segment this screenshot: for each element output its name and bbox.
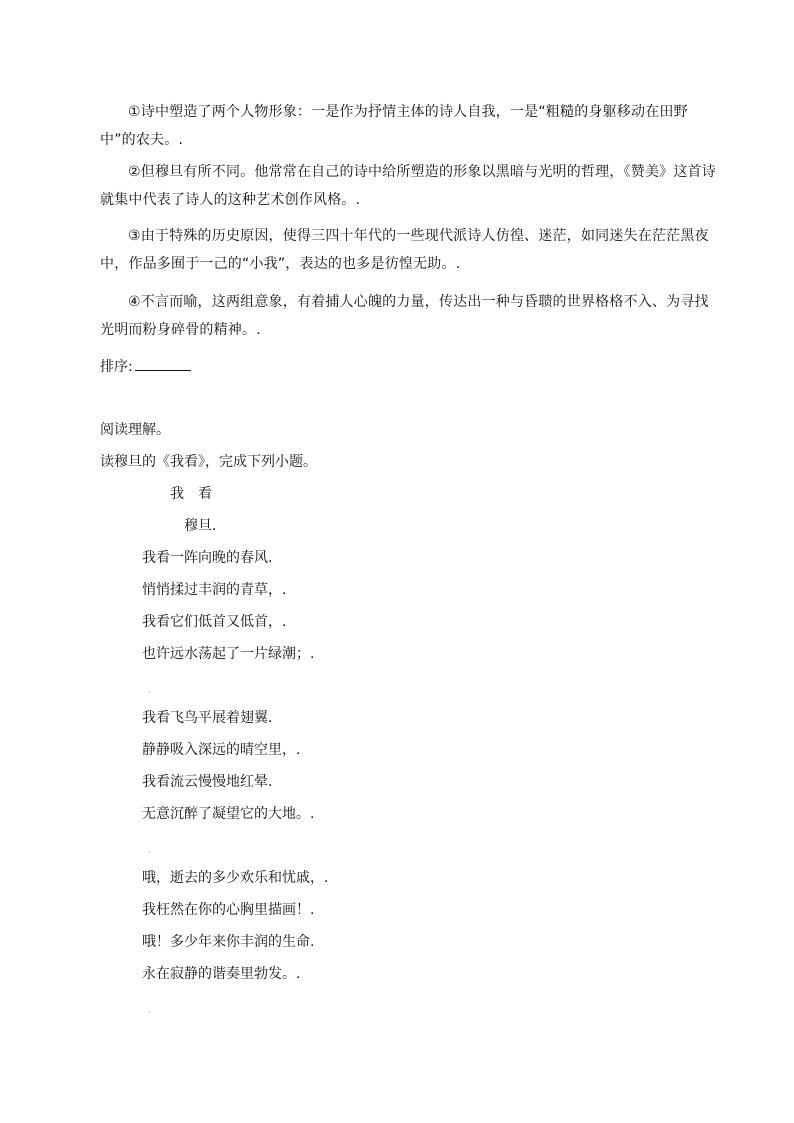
stanza-break-mark: . [148,845,152,856]
poem-line: 我看它们低首又低首，. [142,614,287,630]
poem-line: 我看一阵向晚的春风. [142,550,273,566]
passage-sentence-3: ③由于特殊的历史原因，使得三四十年代的一些现代派诗人仿徨、迷茫，如同迷失在茫茫黑夜中，作品多囿于一己的“小我”，表达的也多是彷惶无助。. [100,228,709,272]
poem-line: 我看流云慢慢地红晕. [142,774,273,790]
passage-sentence-1: ①诗中塑造了两个人物形象：一是作为抒情主体的诗人自我，一是“粗糙的身躯移动在田野中”的农夫。. [100,104,688,148]
reading-instruction: 读穆旦的《我看》，完成下列小题。 [100,454,317,470]
stanza-break-mark: . [148,1005,152,1016]
poem-author: 穆旦. [184,518,217,534]
poem-line: 哦，逝去的多少欢乐和忧戚，. [142,870,329,886]
passage-sentence-4: ④不言而喻，这两组意象，有着捕人心魄的力量，传达出一种与昏聩的世界格格不入、为寻找光明而粉身碎骨的精神。. [100,294,709,338]
poem-line: 我看飞鸟平展着翅翼. [142,710,273,726]
poem-line: 悄悄揉过丰润的青草，. [142,582,287,598]
poem-line: 哦！多少年来你丰润的生命. [142,934,315,950]
poem-title: 我 看 [170,486,212,502]
order-answer-line [100,356,191,377]
passage-sentence-2: ②但穆旦有所不同。他常常在自己的诗中给所塑造的形象以黑暗与光明的哲理，《赞美》这首诗就集中代表了诗人的这种艺术创作风格。. [100,164,716,208]
poem-line: 也许远水荡起了一片绿潮；. [142,646,315,662]
poem-line: 永在寂静的谐奏里勃发。. [142,966,301,982]
poem-line: 静静吸入深远的晴空里，. [142,742,301,758]
order-label: 排序: [100,359,133,375]
reading-heading: 阅读理解。 [100,422,170,438]
poem-line: 无意沉醉了凝望它的大地。. [142,806,315,822]
order-blank[interactable] [135,356,191,371]
stanza-break-mark: . [148,685,152,696]
poem-line: 我枉然在你的心胸里描画！. [142,902,315,918]
